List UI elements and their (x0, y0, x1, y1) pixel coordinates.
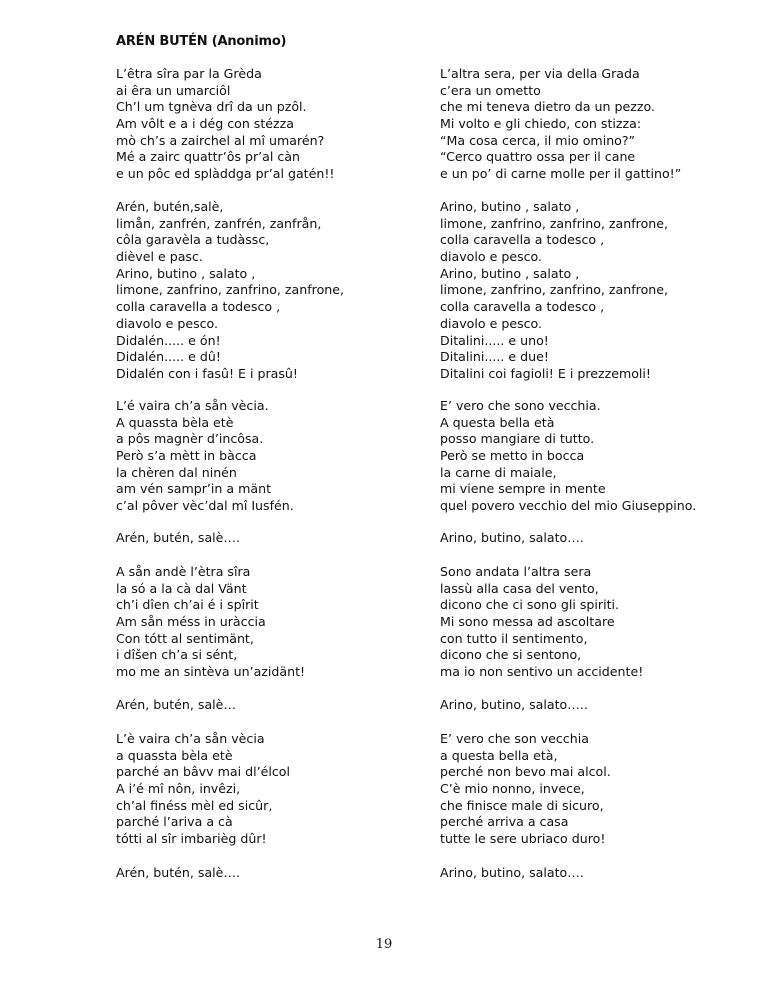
verse-line: Ditalini coi fagioli! E i prezzemoli! (440, 365, 651, 381)
verse-line: mo me an sintèva un’azidänt! (116, 664, 306, 680)
verse-line: “Cerco quattro ossa per il cane (440, 149, 636, 165)
verse-line: E’ vero che son vecchia (440, 731, 589, 746)
verse-line: ma io non sentivo un accidente! (440, 664, 644, 680)
verse-line: posso mangiare di tutto. (440, 431, 595, 447)
verse-line: a quassta bèla etè (116, 747, 233, 763)
verse-line: Didalén con i fasû! E i prasû! (116, 365, 298, 381)
verse-line: Però se metto in bocca (440, 448, 585, 464)
verse-line: a questa bella età, (440, 747, 558, 763)
dialect-stanza-4 (116, 564, 305, 681)
verse-line: E’ vero che sono vecchia. (440, 398, 601, 413)
verse-line: Mé a zairc quattr’ôs pr’al càn (116, 149, 301, 165)
italian-refrain-2 (440, 697, 588, 714)
verse-line: quel povero vecchio del mio Giuseppino. (440, 498, 697, 514)
verse-line: con tutto il sentimento, (440, 630, 588, 646)
dialect-refrain-1 (116, 530, 240, 547)
verse-line: la carne di maiale, (440, 464, 557, 480)
verse-line: Però s’a mètt in bàcca (116, 448, 257, 464)
dialect-stanza-2 (116, 199, 344, 383)
dialect-stanza-3 (116, 398, 294, 515)
verse-line: Ditalini..... e uno! (440, 332, 549, 348)
verse-line: e un pôc ed splàddga pr’al gatén!! (116, 166, 335, 182)
verse-line: la chèren dal ninén (116, 464, 237, 480)
verse-line: Arino, butino , salato , (440, 199, 580, 214)
verse-line: Arén, butén, salè…. (116, 530, 241, 545)
verse-line: parché an bâvv mai dl’élcol (116, 764, 290, 780)
poem-title: ARÉN BUTÉN (Anonimo) (116, 34, 287, 49)
verse-line: L’è vaira ch’a sån vècia (116, 731, 265, 746)
verse-line: a pôs magnèr d’incôsa. (116, 431, 264, 447)
verse-line: limone, zanfrino, zanfrino, zanfrone, (116, 282, 345, 298)
verse-line: che mi teneva dietro da un pezzo. (440, 99, 655, 115)
verse-line: Ditalini..... e due! (440, 349, 549, 365)
italian-refrain-3 (440, 865, 584, 882)
verse-line: Ch’l um tgnèva drî da un pzôl. (116, 99, 307, 115)
verse-line: limone, zanfrino, zanfrino, zanfrone, (440, 215, 669, 231)
verse-line: A sån andè l’ètra sîra (116, 564, 251, 579)
verse-line: diavolo e pesco. (440, 249, 543, 265)
verse-line: “Ma cosa cerca, il mio omino?” (440, 132, 636, 148)
verse-line: mò ch’s a zairchel al mî umarén? (116, 132, 325, 148)
verse-line: Arino, butino , salato , (440, 265, 580, 281)
verse-line: L’altra sera, per via della Grada (440, 66, 640, 81)
verse-line: Didalén..... e ón! (116, 332, 221, 348)
italian-stanza-1 (440, 66, 681, 183)
verse-line: diavolo e pesco. (440, 315, 543, 331)
verse-line: Arino, butino, salato….. (440, 697, 588, 712)
verse-line: dièvel e pasc. (116, 249, 203, 265)
verse-line: Sono andata l’altra sera (440, 564, 592, 579)
verse-line: Arino, butino , salato , (116, 265, 256, 281)
verse-line: Con tótt al sentimänt, (116, 630, 254, 646)
dialect-refrain-3 (116, 865, 240, 882)
verse-line: C’è mio nonno, invece, (440, 781, 585, 797)
verse-line: Arino, butino, salato…. (440, 865, 584, 880)
italian-stanza-2 (440, 199, 668, 383)
verse-line: parché l’ariva a cà (116, 814, 233, 830)
verse-line: c’al pôver vèc’dal mî Iusfén. (116, 498, 294, 514)
verse-line: ai êra un umarciôl (116, 82, 231, 98)
verse-line: i dîšen ch’a si sént, (116, 647, 238, 663)
verse-line: colla caravella a todesco , (440, 299, 605, 315)
dialect-refrain-2 (116, 697, 236, 714)
verse-line: c’era un ometto (440, 82, 541, 98)
italian-stanza-5 (440, 731, 611, 848)
page-number: 19 (375, 937, 393, 952)
verse-line: tótti al sîr imbarièg dûr! (116, 831, 267, 847)
dialect-stanza-5 (116, 731, 290, 848)
verse-line: Arino, butino, salato…. (440, 530, 584, 545)
verse-line: tutte le sere ubriaco duro! (440, 831, 606, 847)
verse-line: Mi volto e gli chiedo, con stizza: (440, 116, 642, 132)
verse-line: perché non bevo mai alcol. (440, 764, 611, 780)
verse-line: Am sån méss in uràccia (116, 614, 266, 630)
verse-line: am vén sampr’in a mänt (116, 481, 272, 497)
verse-line: mi viene sempre in mente (440, 481, 606, 497)
verse-line: A questa bella età (440, 414, 555, 430)
italian-refrain-1 (440, 530, 584, 547)
verse-line: A quassta bèla etè (116, 414, 234, 430)
verse-line: Arén, butén,salè, (116, 199, 224, 214)
verse-line: Didalén..... e dû! (116, 349, 221, 365)
verse-line: L’êtra sîra par la Grèda (116, 66, 262, 81)
verse-line: ch’al finéss mèl ed sicûr, (116, 797, 273, 813)
verse-line: côla garavèla a tudàssc, (116, 232, 270, 248)
verse-line: perché arriva a casa (440, 814, 569, 830)
verse-line: che finisce male di sicuro, (440, 797, 604, 813)
verse-line: dicono che si sentono, (440, 647, 582, 663)
verse-line: colla caravella a todesco , (116, 299, 281, 315)
verse-line: colla caravella a todesco , (440, 232, 605, 248)
verse-line: limån, zanfrén, zanfrén, zanfrån, (116, 215, 322, 231)
verse-line: diavolo e pesco. (116, 315, 219, 331)
verse-line: limone, zanfrino, zanfrino, zanfrone, (440, 282, 669, 298)
verse-line: Arén, butén, salè…. (116, 865, 241, 880)
verse-line: e un po’ di carne molle per il gattino!” (440, 166, 682, 182)
verse-line: A i’é mî nôn, invêzi, (116, 781, 241, 797)
verse-line: lassù alla casa del vento, (440, 580, 599, 596)
verse-line: Am vôlt e a i dég con stézza (116, 116, 294, 132)
verse-line: Arén, butén, salè… (116, 697, 237, 712)
verse-line: ch’i dîen ch’ai é i spîrit (116, 597, 259, 613)
dialect-stanza-1 (116, 66, 334, 183)
verse-line: la só a la cà dal Vänt (116, 580, 247, 596)
verse-line: L’é vaira ch’a sån vècia. (116, 398, 269, 413)
italian-stanza-4 (440, 564, 643, 681)
verse-line: dicono che ci sono gli spiriti. (440, 597, 620, 613)
verse-line: Mi sono messa ad ascoltare (440, 614, 615, 630)
italian-stanza-3 (440, 398, 696, 515)
